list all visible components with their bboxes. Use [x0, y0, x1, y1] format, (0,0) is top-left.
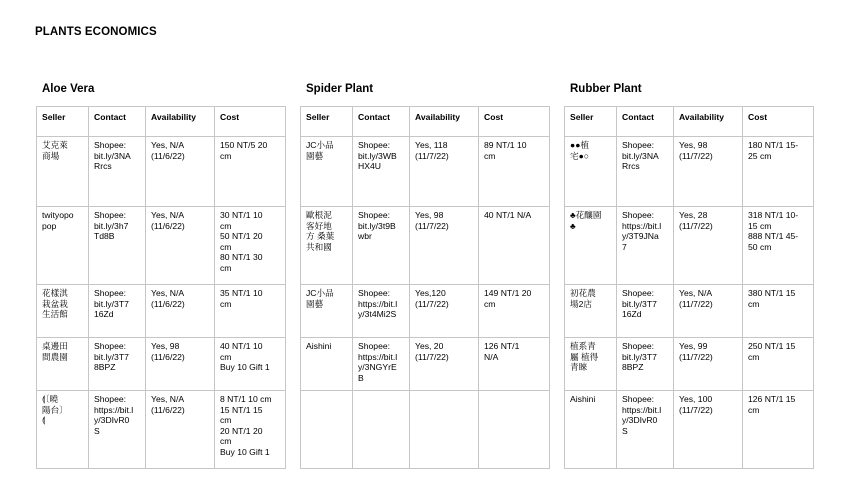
- cost-cell: 150 NT/5 20 cm: [215, 137, 286, 207]
- contact-cell: Shopee: bit.ly/3t9B wbr: [353, 207, 410, 285]
- header-row: [565, 107, 814, 137]
- column-header-seller: Seller: [301, 107, 353, 137]
- table-row: [565, 338, 814, 391]
- cost-cell: 380 NT/1 15 cm: [743, 285, 814, 338]
- table-row: [565, 207, 814, 285]
- seller-cell: 桌邊田 間農園: [37, 338, 89, 391]
- availability-cell: Yes, 20 (11/7/22): [410, 338, 479, 391]
- table-row: [301, 207, 550, 285]
- availability-cell: Yes, N/A (11/6/22): [146, 391, 215, 469]
- column-header-cost: Cost: [215, 107, 286, 137]
- seller-cell: Aishini: [565, 391, 617, 469]
- contact-cell: Shopee: bit.ly/3T7 8BPZ: [89, 338, 146, 391]
- seller-cell: JC小品 園藝: [301, 285, 353, 338]
- cost-cell: 318 NT/1 10- 15 cm 888 NT/1 45- 50 cm: [743, 207, 814, 285]
- cost-cell: 8 NT/1 10 cm 15 NT/1 15 cm 20 NT/1 20 cm Buy 10 Gift 1: [215, 391, 286, 469]
- availability-cell: Yes, N/A (11/6/22): [146, 285, 215, 338]
- availability-cell: Yes, 100 (11/7/22): [674, 391, 743, 469]
- availability-cell: Yes, N/A (11/7/22): [674, 285, 743, 338]
- column-header-seller: Seller: [565, 107, 617, 137]
- column-header-contact: Contact: [617, 107, 674, 137]
- table-row: [37, 338, 286, 391]
- table-row: [565, 391, 814, 469]
- section-title: Rubber Plant: [570, 83, 642, 95]
- seller-cell: 植系青 屬 植得 青睞: [565, 338, 617, 391]
- column-header-cost: Cost: [743, 107, 814, 137]
- seller-table: [564, 106, 814, 469]
- column-header-seller: Seller: [37, 107, 89, 137]
- table-row: [565, 285, 814, 338]
- table-row: [565, 137, 814, 207]
- header-row: [301, 107, 550, 137]
- cost-cell: 40 NT/1 N/A: [479, 207, 550, 285]
- table-row: [37, 391, 286, 469]
- document-title: PLANTS ECONOMICS: [35, 26, 157, 38]
- table-row: [301, 391, 550, 469]
- contact-cell: Shopee: bit.ly/3NA Rrcs: [617, 137, 674, 207]
- seller-cell: [301, 391, 353, 469]
- availability-cell: Yes, 28 (11/7/22): [674, 207, 743, 285]
- availability-cell: Yes, 98 (11/7/22): [674, 137, 743, 207]
- section-1: [36, 82, 286, 469]
- table-row: [301, 137, 550, 207]
- contact-cell: Shopee: bit.ly/3T7 16Zd: [617, 285, 674, 338]
- section-3: [564, 82, 814, 469]
- contact-cell: Shopee: bit.ly/3WB HX4U: [353, 137, 410, 207]
- table-row: [301, 285, 550, 338]
- column-header-contact: Contact: [353, 107, 410, 137]
- cost-cell: 250 NT/1 15 cm: [743, 338, 814, 391]
- contact-cell: Shopee: https://bit.l y/3NGYrE B: [353, 338, 410, 391]
- table-row: [37, 137, 286, 207]
- seller-cell: 花樣淇 栽盆栽 生活館: [37, 285, 89, 338]
- contact-cell: Shopee: https://bit.l y/3T9JNa 7: [617, 207, 674, 285]
- section-title: Aloe Vera: [42, 83, 95, 95]
- column-header-contact: Contact: [89, 107, 146, 137]
- seller-cell: ⟬〔曉 陽台〕 ⟬: [37, 391, 89, 469]
- contact-cell: Shopee: bit.ly/3T7 16Zd: [89, 285, 146, 338]
- seller-table: [300, 106, 550, 469]
- cost-cell: 180 NT/1 15- 25 cm: [743, 137, 814, 207]
- contact-cell: Shopee: bit.ly/3T7 8BPZ: [617, 338, 674, 391]
- header-row: [37, 107, 286, 137]
- seller-cell: 初花農 場2店: [565, 285, 617, 338]
- seller-cell: 歐根泥 客好地 方 桑葉 共和國: [301, 207, 353, 285]
- cost-cell: 89 NT/1 10 cm: [479, 137, 550, 207]
- column-header-availability: Availability: [410, 107, 479, 137]
- section-2: [300, 82, 550, 469]
- seller-cell: twityopo pop: [37, 207, 89, 285]
- availability-cell: Yes, 99 (11/7/22): [674, 338, 743, 391]
- column-header-cost: Cost: [479, 107, 550, 137]
- cost-cell: 35 NT/1 10 cm: [215, 285, 286, 338]
- cost-cell: 126 NT/1 15 cm: [743, 391, 814, 469]
- contact-cell: Shopee: bit.ly/3NA Rrcs: [89, 137, 146, 207]
- availability-cell: Yes, 98 (11/6/22): [146, 338, 215, 391]
- column-header-availability: Availability: [146, 107, 215, 137]
- cost-cell: [479, 391, 550, 469]
- seller-cell: JC小品 園藝: [301, 137, 353, 207]
- seller-cell: ♣花釀園 ♣: [565, 207, 617, 285]
- section-title: Spider Plant: [306, 83, 374, 95]
- availability-cell: Yes, 98 (11/7/22): [410, 207, 479, 285]
- availability-cell: Yes, 118 (11/7/22): [410, 137, 479, 207]
- cost-cell: 149 NT/1 20 cm: [479, 285, 550, 338]
- cost-cell: 126 NT/1 N/A: [479, 338, 550, 391]
- table-row: [301, 338, 550, 391]
- contact-cell: [353, 391, 410, 469]
- table-row: [37, 285, 286, 338]
- contact-cell: Shopee: https://bit.l y/3t4Mi2S: [353, 285, 410, 338]
- contact-cell: Shopee: https://bit.l y/3DIvR0 S: [617, 391, 674, 469]
- seller-table: [36, 106, 286, 469]
- availability-cell: [410, 391, 479, 469]
- cost-cell: 30 NT/1 10 cm 50 NT/1 20 cm 80 NT/1 30 cm: [215, 207, 286, 285]
- availability-cell: Yes, N/A (11/6/22): [146, 207, 215, 285]
- contact-cell: Shopee: bit.ly/3h7 Td8B: [89, 207, 146, 285]
- column-header-availability: Availability: [674, 107, 743, 137]
- availability-cell: Yes,120 (11/7/22): [410, 285, 479, 338]
- cost-cell: 40 NT/1 10 cm Buy 10 Gift 1: [215, 338, 286, 391]
- table-row: [37, 207, 286, 285]
- seller-cell: ●●植 宅●○: [565, 137, 617, 207]
- contact-cell: Shopee: https://bit.l y/3DIvR0 S: [89, 391, 146, 469]
- seller-cell: 艾克萊 商場: [37, 137, 89, 207]
- seller-cell: Aishini: [301, 338, 353, 391]
- availability-cell: Yes, N/A (11/6/22): [146, 137, 215, 207]
